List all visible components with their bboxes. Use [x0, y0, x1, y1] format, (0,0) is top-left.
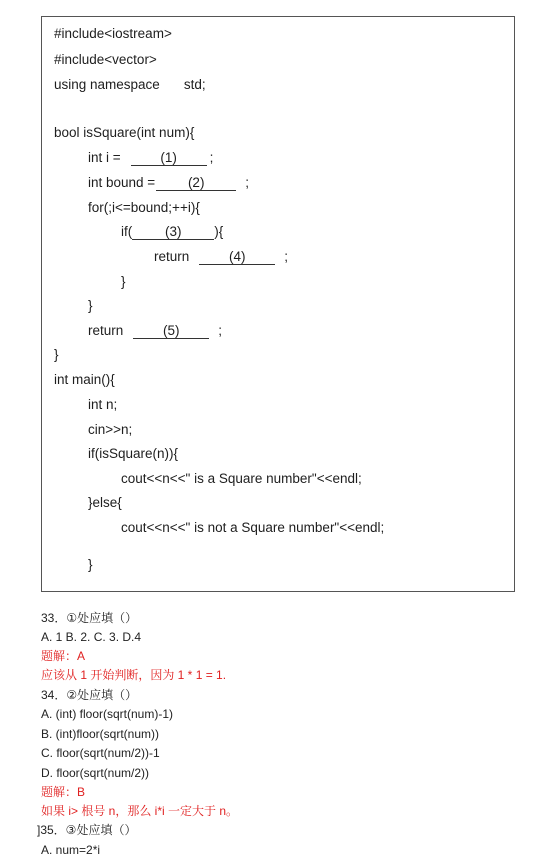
code-line-init-i: [88, 149, 213, 167]
return-inner-semicolon: ;: [284, 249, 289, 264]
question-34-title: 34．②处应填（）: [41, 688, 138, 702]
code-box: [41, 16, 515, 592]
question-34-option-a: A. (int) floor(sqrt(num)-1): [41, 707, 174, 721]
if-open-text: if(: [121, 224, 133, 239]
std-text: std;: [183, 77, 206, 92]
question-33-explanation: 应该从 1 开始判断，因为 1 * 1 = 1.: [41, 668, 227, 682]
question-34-explanation: 如果 i> 根号 n，那么 i*i 一定大于 n。: [41, 804, 239, 818]
return-outer-semicolon: ;: [218, 323, 223, 338]
question-34-option-b: B. (int)floor(sqrt(num)): [41, 727, 160, 741]
question-33-title: 33．①处应填（）: [41, 611, 138, 625]
init-i-text: int i =: [88, 150, 121, 165]
if-close-text: ){: [214, 224, 224, 239]
code-line-declare-n: int n;: [88, 397, 118, 412]
code-line-func-signature: bool isSquare(int num){: [54, 125, 195, 140]
code-line-bound: [88, 174, 249, 192]
code-line-include-vector: #include<vector>: [54, 52, 157, 67]
question-34-option-c: C. floor(sqrt(num/2))-1: [41, 746, 160, 760]
code-line-brace-func: }: [54, 347, 59, 362]
init-semicolon: ;: [209, 150, 214, 165]
code-line-cout-no: cout<<n<<" is not a Square number"<<endl;: [121, 520, 385, 535]
question-34-answer: 题解：B: [41, 785, 86, 799]
question-34-option-d: D. floor(sqrt(num/2)): [41, 766, 150, 780]
question-33-answer: 题解：A: [41, 649, 86, 663]
code-line-brace-for: }: [88, 298, 93, 313]
blank-4: (4): [199, 249, 275, 265]
code-line-else: }else{: [88, 495, 122, 510]
blank-2: (2): [156, 175, 236, 191]
code-line-for-loop: for(;i<=bound;++i){: [88, 200, 200, 215]
question-35-option-a: A. num=2*i: [41, 843, 101, 857]
blank-3: (3): [132, 224, 214, 240]
code-line-using-namespace: [54, 76, 206, 94]
code-line-if: [121, 223, 223, 241]
code-line-cout-yes: cout<<n<<" is a Square number"<<endl;: [121, 471, 362, 486]
blank-1: (1): [131, 150, 207, 166]
blank-5: (5): [133, 323, 209, 339]
code-line-if-main: if(isSquare(n)){: [88, 446, 179, 461]
question-33-options: A. 1 B. 2. C. 3. D.4: [41, 630, 142, 644]
code-line-brace-else: }: [88, 557, 93, 572]
code-line-brace-if: }: [121, 274, 126, 289]
question-35-title: ]35．③处应填（）: [37, 823, 137, 837]
code-line-main-signature: int main(){: [54, 372, 115, 387]
code-line-cin: cin>>n;: [88, 422, 133, 437]
code-line-return-inner: [154, 248, 288, 266]
using-namespace-text: using namespace: [54, 77, 160, 92]
return-inner-text: return: [154, 249, 190, 264]
return-outer-text: return: [88, 323, 124, 338]
bound-semicolon: ;: [245, 175, 249, 190]
code-line-return-outer: [88, 322, 222, 340]
code-line-include-iostream: #include<iostream>: [54, 26, 172, 41]
bound-text: int bound =: [88, 175, 156, 190]
